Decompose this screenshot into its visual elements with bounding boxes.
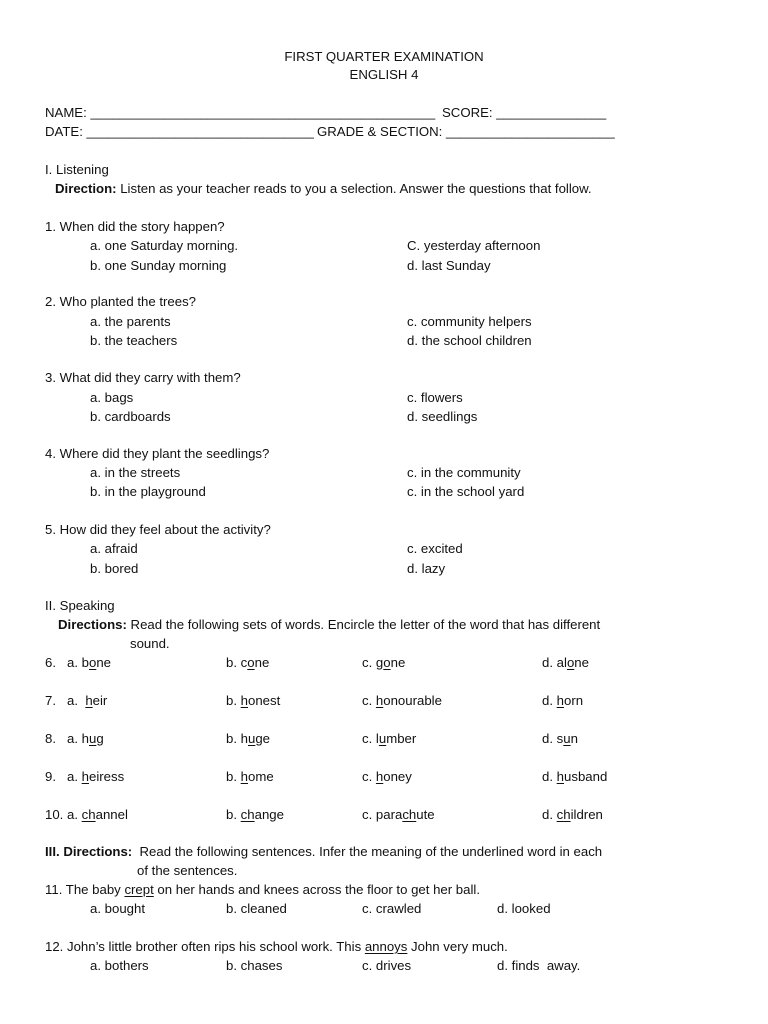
option-d[interactable]: d. sun bbox=[542, 731, 578, 746]
option-b[interactable]: b. cone bbox=[226, 655, 270, 670]
underlined-sound: h bbox=[240, 769, 249, 784]
option-c[interactable]: c. drives bbox=[362, 958, 412, 973]
option-a[interactable]: 8. a. hug bbox=[45, 731, 104, 746]
date-field[interactable]: _______________________________ bbox=[86, 124, 314, 139]
date-label: DATE: bbox=[45, 124, 83, 139]
option-a[interactable]: a. afraid bbox=[90, 541, 138, 556]
option-d[interactable]: d. looked bbox=[497, 901, 551, 916]
grade-row bbox=[317, 124, 615, 140]
question-text: 1. When did the story happen? bbox=[45, 219, 225, 234]
underlined-sound: o bbox=[247, 655, 255, 670]
option-a[interactable]: a. bothers bbox=[90, 958, 149, 973]
option-a[interactable]: a. one Saturday morning. bbox=[90, 238, 239, 253]
option-d[interactable]: d. seedlings bbox=[407, 409, 478, 424]
question-text: 11. The baby crept on her hands and knees across the floor to get her ball. bbox=[45, 882, 480, 897]
question-text: 3. What did they carry with them? bbox=[45, 370, 241, 385]
question-text: 12. John’s little brother often rips his school work. This annoys John very much. bbox=[45, 939, 508, 954]
option-c[interactable]: c. flowers bbox=[407, 390, 463, 405]
underlined-sound: u bbox=[248, 731, 256, 746]
name-label: NAME: bbox=[45, 105, 87, 120]
underlined-sound: o bbox=[566, 655, 575, 670]
option-b[interactable]: b. change bbox=[226, 807, 284, 822]
underlined-word: annoys bbox=[364, 939, 408, 954]
name-row bbox=[45, 105, 435, 121]
question-text: 4. Where did they plant the seedlings? bbox=[45, 446, 270, 461]
underlined-sound: o bbox=[383, 655, 391, 670]
option-c[interactable]: c. in the community bbox=[407, 465, 521, 480]
option-d[interactable]: d. last Sunday bbox=[407, 258, 491, 273]
option-b[interactable]: b. honest bbox=[226, 693, 281, 708]
name-field[interactable]: _______________________________________________ bbox=[90, 105, 436, 120]
option-b[interactable]: b. home bbox=[226, 769, 274, 784]
direction-label: Direction: bbox=[55, 181, 117, 196]
direction-text: Read the following sentences. Infer the meaning of the underlined word in each bbox=[132, 844, 603, 859]
underlined-sound: u bbox=[89, 731, 97, 746]
underlined-sound: h bbox=[375, 693, 384, 708]
option-a[interactable]: 10. a. channel bbox=[45, 807, 128, 822]
option-d[interactable]: d. husband bbox=[542, 769, 608, 784]
underlined-sound: u bbox=[563, 731, 571, 746]
underlined-sound: h bbox=[240, 693, 249, 708]
question-text: 2. Who planted the trees? bbox=[45, 294, 197, 309]
underlined-sound: h bbox=[556, 769, 565, 784]
grade-label: GRADE & SECTION: bbox=[317, 124, 443, 139]
underlined-sound: o bbox=[89, 655, 97, 670]
part2-direction bbox=[58, 617, 600, 633]
option-c[interactable]: c. gone bbox=[362, 655, 406, 670]
option-b[interactable]: b. one Sunday morning bbox=[90, 258, 227, 273]
underlined-sound: h bbox=[85, 693, 93, 708]
option-c[interactable]: C. yesterday afternoon bbox=[407, 238, 541, 253]
option-d[interactable]: d. the school children bbox=[407, 333, 532, 348]
part2-direction-cont: sound. bbox=[130, 636, 170, 651]
option-d[interactable]: d. finds away. bbox=[497, 958, 581, 973]
underlined-sound: ch bbox=[81, 807, 96, 822]
option-c[interactable]: c. community helpers bbox=[407, 314, 532, 329]
score-field[interactable]: _______________ bbox=[496, 105, 607, 120]
option-d[interactable]: d. lazy bbox=[407, 561, 446, 576]
underlined-sound: ch bbox=[240, 807, 255, 822]
option-c[interactable]: c. parachute bbox=[362, 807, 435, 822]
option-a[interactable]: a. bought bbox=[90, 901, 145, 916]
option-b[interactable]: b. bored bbox=[90, 561, 139, 576]
direction-text: Listen as your teacher reads to you a selection. Answer the questions that follow. bbox=[116, 181, 592, 196]
option-c[interactable]: c. lumber bbox=[362, 731, 417, 746]
option-d[interactable]: d. alone bbox=[542, 655, 589, 670]
direction-label: Directions: bbox=[58, 617, 127, 632]
option-b[interactable]: b. huge bbox=[226, 731, 271, 746]
part1-direction bbox=[55, 181, 592, 197]
underlined-sound: h bbox=[556, 693, 565, 708]
option-b[interactable]: b. cardboards bbox=[90, 409, 171, 424]
option-a[interactable]: a. bags bbox=[90, 390, 134, 405]
option-d[interactable]: d. children bbox=[542, 807, 603, 822]
underlined-word: crept bbox=[124, 882, 154, 897]
date-row bbox=[45, 124, 314, 140]
option-d[interactable]: c. in the school yard bbox=[407, 484, 525, 499]
option-d[interactable]: d. horn bbox=[542, 693, 584, 708]
exam-subject: ENGLISH 4 bbox=[349, 67, 419, 82]
underlined-sound: h bbox=[375, 769, 384, 784]
part3-direction-cont: of the sentences. bbox=[137, 863, 238, 878]
option-b[interactable]: b. cleaned bbox=[226, 901, 287, 916]
part3-direction bbox=[45, 844, 602, 860]
exam-title: FIRST QUARTER EXAMINATION bbox=[284, 49, 484, 64]
score-label: SCORE: bbox=[442, 105, 493, 120]
option-b[interactable]: b. the teachers bbox=[90, 333, 178, 348]
part3-heading: III. Directions: bbox=[45, 844, 133, 859]
option-a[interactable]: 7. a. heir bbox=[45, 693, 108, 708]
question-text: 5. How did they feel about the activity? bbox=[45, 522, 271, 537]
option-c[interactable]: c. honourable bbox=[362, 693, 442, 708]
option-a[interactable]: a. the parents bbox=[90, 314, 171, 329]
option-b[interactable]: b. chases bbox=[226, 958, 283, 973]
underlined-sound: ch bbox=[402, 807, 417, 822]
option-a[interactable]: 9. a. heiress bbox=[45, 769, 125, 784]
part2-heading: II. Speaking bbox=[45, 598, 115, 613]
option-c[interactable]: c. crawled bbox=[362, 901, 422, 916]
underlined-sound: u bbox=[378, 731, 387, 746]
grade-field[interactable]: _______________________ bbox=[445, 124, 615, 139]
direction-text: Read the following sets of words. Encircle the letter of the word that has different bbox=[126, 617, 601, 632]
part1-heading: I. Listening bbox=[45, 162, 109, 177]
option-a[interactable]: a. in the streets bbox=[90, 465, 181, 480]
option-b[interactable]: b. in the playground bbox=[90, 484, 206, 499]
option-c[interactable]: c. excited bbox=[407, 541, 463, 556]
underlined-sound: h bbox=[81, 769, 89, 784]
score-row bbox=[442, 105, 606, 121]
underlined-sound: ch bbox=[556, 807, 571, 822]
option-c[interactable]: c. honey bbox=[362, 769, 412, 784]
option-a[interactable]: 6. a. bone bbox=[45, 655, 112, 670]
